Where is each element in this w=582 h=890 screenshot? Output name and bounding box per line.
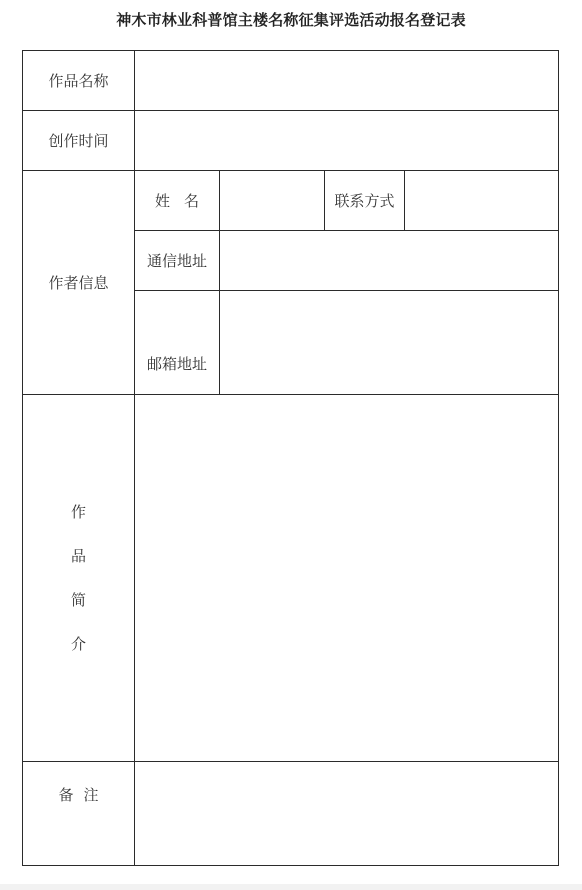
form-title: 神木市林业科普馆主楼名称征集评选活动报名登记表: [116, 11, 466, 29]
remarks-label: 备注: [23, 762, 135, 866]
intro-label-char: 简: [70, 591, 86, 609]
name-label: 姓名: [135, 171, 220, 231]
work-name-label: 作品名称: [23, 51, 135, 111]
contact-label: 联系方式: [325, 171, 405, 231]
row-creation-time: [23, 111, 559, 171]
name-field[interactable]: [220, 171, 325, 231]
intro-label-char: 作: [70, 503, 86, 521]
remarks-field[interactable]: [135, 762, 559, 866]
author-info-label: 作者信息: [23, 171, 135, 395]
row-remarks: [23, 762, 559, 866]
registration-form-table: [22, 50, 559, 866]
email-field[interactable]: [220, 291, 559, 395]
intro-field[interactable]: [135, 395, 559, 762]
page-bottom-divider: [0, 884, 582, 890]
row-name-contact: [23, 171, 559, 231]
address-label: 通信地址: [135, 231, 220, 291]
intro-label-char: 介: [70, 635, 86, 653]
work-name-field[interactable]: [135, 51, 559, 111]
email-label: 邮箱地址: [135, 291, 220, 395]
contact-field[interactable]: [405, 171, 559, 231]
row-work-name: [23, 51, 559, 111]
creation-time-label: 创作时间: [23, 111, 135, 171]
address-field[interactable]: [220, 231, 559, 291]
intro-label-char: 品: [70, 547, 86, 565]
row-intro: [23, 395, 559, 762]
creation-time-field[interactable]: [135, 111, 559, 171]
intro-label: [23, 395, 135, 762]
